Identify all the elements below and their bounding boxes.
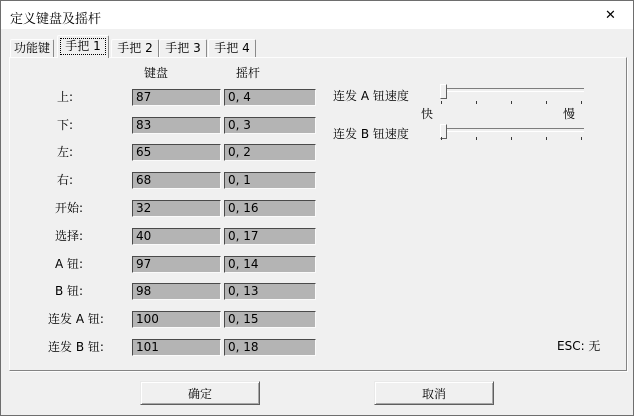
turbo-b-speed-slider-track[interactable] — [440, 128, 584, 132]
dialog-title: 定义键盘及摇杆 — [10, 12, 102, 27]
speed-fast-label: 快 — [421, 107, 434, 121]
row-label-turbo-a: 连发 A 钮: — [48, 312, 104, 326]
cancel-button[interactable]: 取消 — [374, 381, 494, 405]
joystick-field-right[interactable]: 0, 1 — [224, 172, 316, 189]
turbo-a-speed-slider-ticks — [441, 101, 583, 104]
esc-status: ESC: 无 — [557, 339, 601, 353]
turbo-a-speed-label: 连发 A 钮速度 — [333, 89, 409, 103]
keyboard-field-right[interactable]: 68 — [132, 172, 221, 189]
turbo-a-speed-slider-thumb[interactable] — [440, 84, 447, 99]
tab-handle-2[interactable]: 手把 2 — [111, 39, 159, 57]
joystick-field-turbo-a[interactable]: 0, 15 — [224, 311, 316, 328]
keyboard-field-b-button[interactable]: 98 — [132, 283, 221, 300]
joystick-column-header: 摇杆 — [236, 66, 261, 80]
tab-handle-4[interactable]: 手把 4 — [208, 39, 256, 57]
keyboard-field-turbo-a[interactable]: 100 — [132, 311, 221, 328]
speed-slow-label: 慢 — [563, 107, 576, 121]
row-label-right: 右: — [57, 173, 74, 187]
joystick-field-start[interactable]: 0, 16 — [224, 200, 316, 217]
keyboard-field-turbo-b[interactable]: 101 — [132, 339, 221, 356]
joystick-field-left[interactable]: 0, 2 — [224, 144, 316, 161]
row-label-b-button: B 钮: — [55, 284, 84, 298]
row-label-a-button: A 钮: — [55, 257, 84, 271]
close-button[interactable] — [588, 1, 633, 29]
tab-handle-1[interactable]: 手把 1 — [57, 35, 109, 58]
row-label-start: 开始: — [55, 201, 84, 215]
joystick-field-turbo-b[interactable]: 0, 18 — [224, 339, 316, 356]
title-bar — [1, 1, 633, 29]
keyboard-field-a-button[interactable]: 97 — [132, 256, 221, 273]
ok-button[interactable]: 确定 — [140, 381, 260, 405]
row-label-up: 上: — [57, 90, 74, 104]
keyboard-field-left[interactable]: 65 — [132, 144, 221, 161]
close-icon: ✕ — [605, 7, 616, 23]
row-label-left: 左: — [57, 145, 74, 159]
joystick-field-a-button[interactable]: 0, 14 — [224, 256, 316, 273]
row-label-down: 下: — [57, 118, 74, 132]
joystick-field-down[interactable]: 0, 3 — [224, 117, 316, 134]
tab-panel-handle-1 — [9, 57, 627, 371]
tab-function-keys[interactable]: 功能键 — [10, 39, 54, 57]
turbo-b-speed-label: 连发 B 钮速度 — [333, 127, 409, 141]
row-label-turbo-b: 连发 B 钮: — [48, 340, 104, 354]
turbo-a-speed-slider-track[interactable] — [440, 88, 584, 92]
joystick-field-b-button[interactable]: 0, 13 — [224, 283, 316, 300]
keyboard-field-up[interactable]: 87 — [132, 89, 221, 106]
keyboard-field-select[interactable]: 40 — [132, 228, 221, 245]
keyboard-field-down[interactable]: 83 — [132, 117, 221, 134]
tab-handle-3[interactable]: 手把 3 — [159, 39, 207, 57]
joystick-field-select[interactable]: 0, 17 — [224, 228, 316, 245]
keyboard-field-start[interactable]: 32 — [132, 200, 221, 217]
turbo-b-speed-slider-ticks — [441, 137, 583, 140]
keyboard-column-header: 键盘 — [144, 66, 169, 80]
row-label-select: 选择: — [55, 229, 84, 243]
joystick-field-up[interactable]: 0, 4 — [224, 89, 316, 106]
